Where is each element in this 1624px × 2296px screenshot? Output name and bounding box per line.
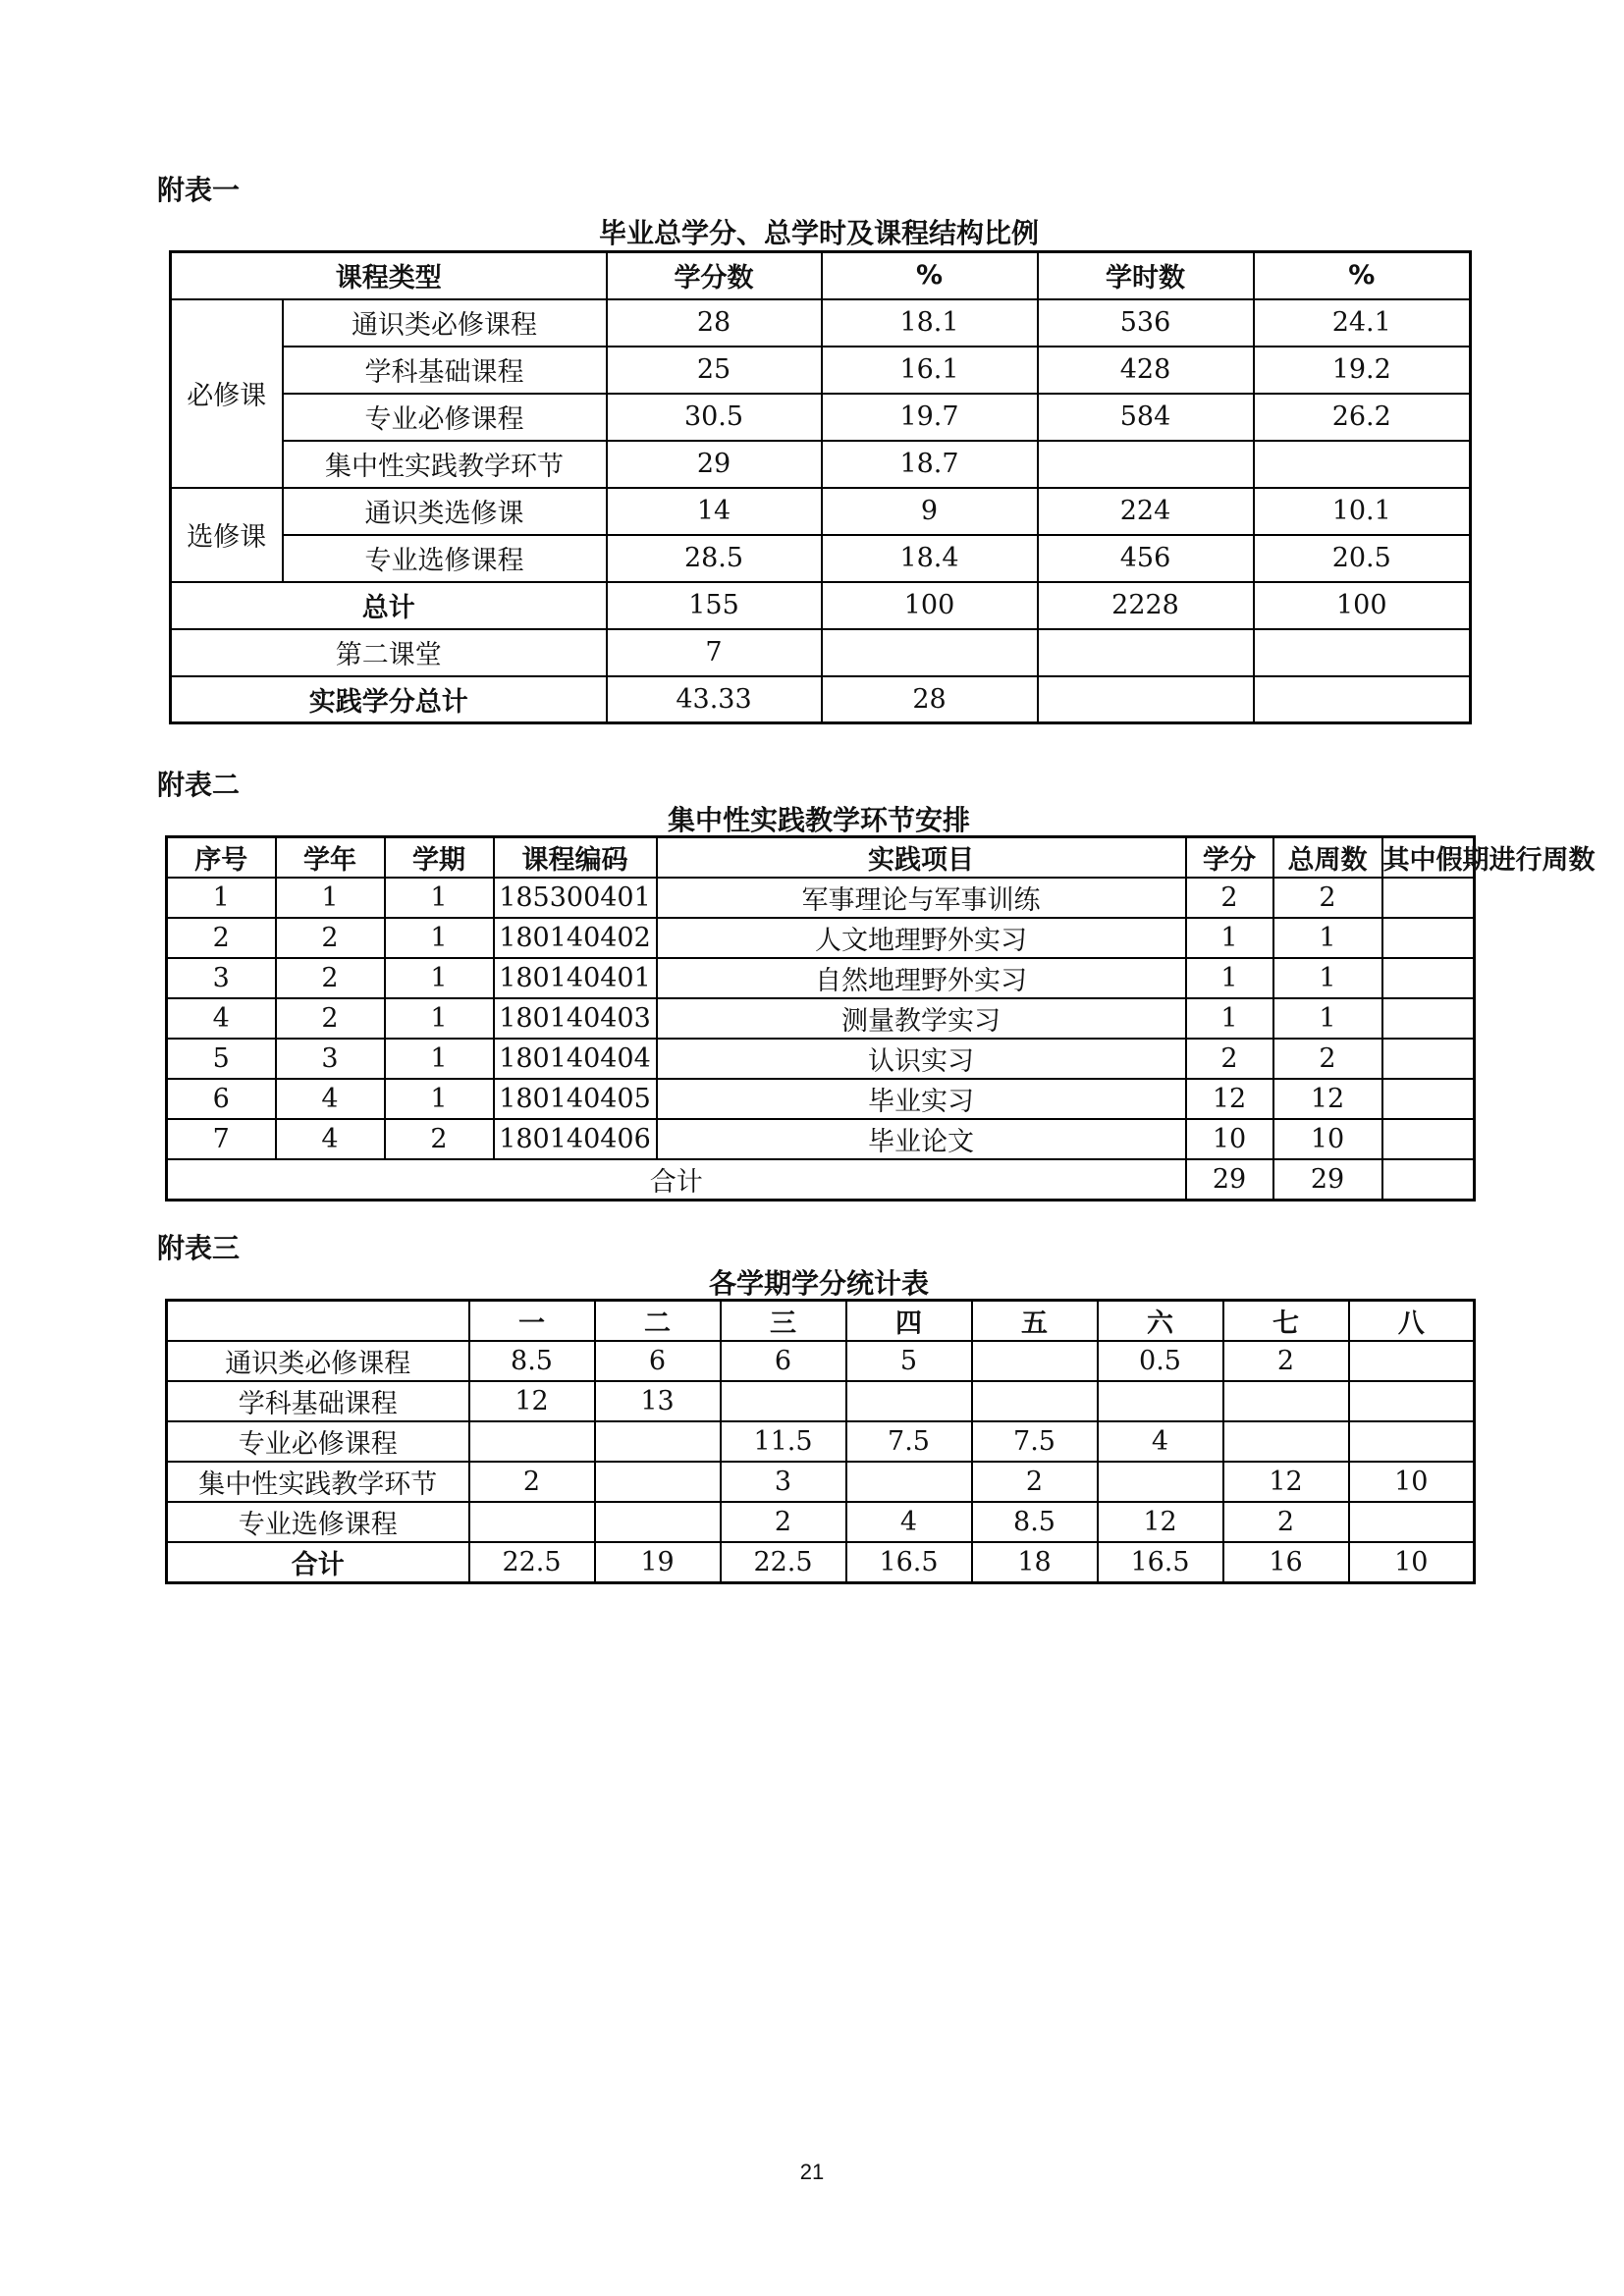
t3-total-value: 16.5 — [846, 1542, 972, 1583]
t2-term: 1 — [385, 918, 494, 958]
t1-credit-pct: 18.1 — [822, 299, 1038, 347]
t2-year: 4 — [276, 1119, 385, 1159]
t3-value — [595, 1421, 721, 1462]
t2-no: 4 — [167, 998, 276, 1039]
t3-value — [1098, 1462, 1223, 1502]
t3-value — [1223, 1381, 1349, 1421]
t1-hours — [1038, 441, 1254, 488]
table-row — [171, 394, 1471, 441]
t3-value — [846, 1462, 972, 1502]
empty-cell — [1254, 676, 1471, 723]
table1-title: 毕业总学分、总学时及课程结构比例 — [598, 217, 1039, 249]
table-row — [171, 535, 1471, 582]
t2-item: 人文地理野外实习 — [657, 918, 1186, 958]
table1-header-row — [171, 252, 1471, 299]
empty-cell — [167, 1301, 469, 1342]
t2-year: 2 — [276, 998, 385, 1039]
t1-credits: 28 — [607, 299, 822, 347]
table-row — [171, 441, 1471, 488]
t1-type: 通识类选修课 — [283, 488, 607, 535]
table-row — [167, 918, 1475, 958]
t3-value: 2 — [972, 1462, 1098, 1502]
t2-code: 185300401 — [494, 878, 657, 918]
t2-year: 3 — [276, 1039, 385, 1079]
t2-holiday — [1382, 958, 1475, 998]
t3-term-5: 五 — [972, 1301, 1098, 1342]
table-row — [167, 1079, 1475, 1119]
t1-credits: 29 — [607, 441, 822, 488]
t1-credits: 14 — [607, 488, 822, 535]
t3-value — [972, 1381, 1098, 1421]
t3-term-7: 七 — [1223, 1301, 1349, 1342]
t1-total-label: 总计 — [171, 582, 607, 629]
t1-group-required: 必修课 — [171, 299, 283, 488]
t1-credit-pct: 16.1 — [822, 347, 1038, 394]
t1-credit-pct: 9 — [822, 488, 1038, 535]
t2-holiday — [1382, 1079, 1475, 1119]
t2-total-label: 合计 — [167, 1159, 1186, 1201]
t3-value: 11.5 — [721, 1421, 846, 1462]
t3-value — [1349, 1381, 1475, 1421]
t1-total-hours: 2228 — [1038, 582, 1254, 629]
t3-value: 2 — [469, 1462, 595, 1502]
t3-value: 4 — [1098, 1421, 1223, 1462]
t2-header-term: 学期 — [385, 837, 494, 879]
empty-cell — [822, 629, 1038, 676]
t1-type: 学科基础课程 — [283, 347, 607, 394]
t2-credits: 1 — [1186, 958, 1273, 998]
table-row — [167, 1462, 1475, 1502]
t1-total-credit-pct: 100 — [822, 582, 1038, 629]
t1-hour-pct: 19.2 — [1254, 347, 1471, 394]
t3-value: 10 — [1349, 1462, 1475, 1502]
t3-row-name: 学科基础课程 — [167, 1381, 469, 1421]
t2-no: 7 — [167, 1119, 276, 1159]
t2-no: 1 — [167, 878, 276, 918]
t1-practice-credits: 43.33 — [607, 676, 822, 723]
t2-item: 认识实习 — [657, 1039, 1186, 1079]
t3-term-4: 四 — [846, 1301, 972, 1342]
t3-total-value: 16 — [1223, 1542, 1349, 1583]
t1-practice-label: 实践学分总计 — [171, 676, 607, 723]
t3-value: 12 — [1098, 1502, 1223, 1542]
t2-code: 180140403 — [494, 998, 657, 1039]
t2-no: 2 — [167, 918, 276, 958]
table3-label: 附表三 — [157, 1232, 241, 1264]
t3-term-3: 三 — [721, 1301, 846, 1342]
t2-credits: 2 — [1186, 1039, 1273, 1079]
t3-total-value: 19 — [595, 1542, 721, 1583]
table-row — [167, 1421, 1475, 1462]
t3-value — [721, 1381, 846, 1421]
t3-total-label: 合计 — [167, 1542, 469, 1583]
t3-value — [846, 1381, 972, 1421]
table-row — [167, 998, 1475, 1039]
t3-value: 2 — [1223, 1502, 1349, 1542]
t3-value — [1349, 1502, 1475, 1542]
t2-credits: 12 — [1186, 1079, 1273, 1119]
t2-holiday — [1382, 918, 1475, 958]
t1-hour-pct: 20.5 — [1254, 535, 1471, 582]
t2-term: 2 — [385, 1119, 494, 1159]
table-row — [167, 1341, 1475, 1381]
t3-total-value: 16.5 — [1098, 1542, 1223, 1583]
table1-total-row — [171, 582, 1471, 629]
t2-item: 毕业实习 — [657, 1079, 1186, 1119]
t2-credits: 1 — [1186, 918, 1273, 958]
table-row — [167, 1119, 1475, 1159]
t2-code: 180140406 — [494, 1119, 657, 1159]
t3-value — [1098, 1381, 1223, 1421]
t2-item: 军事理论与军事训练 — [657, 878, 1186, 918]
t1-credits: 25 — [607, 347, 822, 394]
t2-holiday — [1382, 878, 1475, 918]
table3 — [165, 1299, 1476, 1584]
t3-value: 0.5 — [1098, 1341, 1223, 1381]
t2-item: 自然地理野外实习 — [657, 958, 1186, 998]
table-row — [167, 1381, 1475, 1421]
t1-hour-pct: 10.1 — [1254, 488, 1471, 535]
t2-total-holiday — [1382, 1159, 1475, 1201]
t3-term-6: 六 — [1098, 1301, 1223, 1342]
t3-value — [1349, 1421, 1475, 1462]
t1-type: 专业选修课程 — [283, 535, 607, 582]
t2-weeks: 1 — [1273, 958, 1382, 998]
t3-total-value: 18 — [972, 1542, 1098, 1583]
t2-term: 1 — [385, 1039, 494, 1079]
t2-no: 5 — [167, 1039, 276, 1079]
t1-hours: 536 — [1038, 299, 1254, 347]
t2-header-credits: 学分 — [1186, 837, 1273, 879]
t1-credit-pct: 18.7 — [822, 441, 1038, 488]
t3-value: 7.5 — [846, 1421, 972, 1462]
t1-second-label: 第二课堂 — [171, 629, 607, 676]
t2-weeks: 1 — [1273, 918, 1382, 958]
t2-term: 1 — [385, 1079, 494, 1119]
t1-group-elective: 选修课 — [171, 488, 283, 582]
t2-year: 1 — [276, 878, 385, 918]
table-row — [167, 1039, 1475, 1079]
t1-header-hours: 学时数 — [1038, 252, 1254, 299]
t3-value — [595, 1462, 721, 1502]
t3-value: 5 — [846, 1341, 972, 1381]
table3-header-row — [167, 1301, 1475, 1342]
t1-hours: 224 — [1038, 488, 1254, 535]
t2-term: 1 — [385, 958, 494, 998]
t3-value: 8.5 — [469, 1341, 595, 1381]
t2-total-weeks: 29 — [1273, 1159, 1382, 1201]
t1-credit-pct: 18.4 — [822, 535, 1038, 582]
t2-code: 180140401 — [494, 958, 657, 998]
t3-value: 12 — [469, 1381, 595, 1421]
table3-title: 各学期学分统计表 — [708, 1267, 929, 1300]
t2-term: 1 — [385, 878, 494, 918]
t2-weeks: 2 — [1273, 1039, 1382, 1079]
page-number: 21 — [799, 2160, 825, 2184]
t3-total-value: 22.5 — [721, 1542, 846, 1583]
t1-hour-pct: 26.2 — [1254, 394, 1471, 441]
table-row — [167, 1502, 1475, 1542]
t1-header-hour-pct: % — [1254, 252, 1471, 299]
t2-year: 2 — [276, 918, 385, 958]
t1-hour-pct — [1254, 441, 1471, 488]
t1-hour-pct: 24.1 — [1254, 299, 1471, 347]
t1-total-credits: 155 — [607, 582, 822, 629]
t2-weeks: 10 — [1273, 1119, 1382, 1159]
t2-code: 180140402 — [494, 918, 657, 958]
t2-weeks: 12 — [1273, 1079, 1382, 1119]
table-row — [171, 347, 1471, 394]
t1-credits: 30.5 — [607, 394, 822, 441]
t2-no: 3 — [167, 958, 276, 998]
t3-total-value: 10 — [1349, 1542, 1475, 1583]
table2 — [165, 835, 1596, 1201]
t1-type: 集中性实践教学环节 — [283, 441, 607, 488]
t1-type: 通识类必修课程 — [283, 299, 607, 347]
t3-row-name: 集中性实践教学环节 — [167, 1462, 469, 1502]
t2-code: 180140404 — [494, 1039, 657, 1079]
t2-holiday — [1382, 1039, 1475, 1079]
empty-cell — [1038, 629, 1254, 676]
empty-cell — [1254, 629, 1471, 676]
t3-value: 12 — [1223, 1462, 1349, 1502]
t3-total-value: 22.5 — [469, 1542, 595, 1583]
t2-header-weeks: 总周数 — [1273, 837, 1382, 879]
t1-header-credits: 学分数 — [607, 252, 822, 299]
t1-header-credit-pct: % — [822, 252, 1038, 299]
t2-header-year: 学年 — [276, 837, 385, 879]
t3-value: 8.5 — [972, 1502, 1098, 1542]
t1-hours: 428 — [1038, 347, 1254, 394]
t1-credit-pct: 19.7 — [822, 394, 1038, 441]
table2-title: 集中性实践教学环节安排 — [667, 804, 970, 836]
t2-term: 1 — [385, 998, 494, 1039]
t2-total-credits: 29 — [1186, 1159, 1273, 1201]
t1-type: 专业必修课程 — [283, 394, 607, 441]
table1 — [169, 250, 1472, 724]
table-row — [171, 299, 1471, 347]
t2-header-code: 课程编码 — [494, 837, 657, 879]
table1-second-classroom-row — [171, 629, 1471, 676]
t2-header-no: 序号 — [167, 837, 276, 879]
t2-credits: 10 — [1186, 1119, 1273, 1159]
t3-value — [972, 1341, 1098, 1381]
table1-label: 附表一 — [157, 174, 241, 206]
t1-credits: 28.5 — [607, 535, 822, 582]
t2-credits: 1 — [1186, 998, 1273, 1039]
t2-header-item: 实践项目 — [657, 837, 1186, 879]
t2-header-holiday: 其中假期进行周数 — [1382, 837, 1475, 879]
t3-row-name: 通识类必修课程 — [167, 1341, 469, 1381]
t3-value — [595, 1502, 721, 1542]
empty-cell — [1038, 676, 1254, 723]
t3-value: 3 — [721, 1462, 846, 1502]
t2-weeks: 1 — [1273, 998, 1382, 1039]
t3-value — [1223, 1421, 1349, 1462]
t2-holiday — [1382, 998, 1475, 1039]
t3-value: 13 — [595, 1381, 721, 1421]
t3-value: 6 — [721, 1341, 846, 1381]
t2-item: 毕业论文 — [657, 1119, 1186, 1159]
t2-holiday — [1382, 1119, 1475, 1159]
t1-practice-credit-pct: 28 — [822, 676, 1038, 723]
t3-value: 6 — [595, 1341, 721, 1381]
t3-term-8: 八 — [1349, 1301, 1475, 1342]
t2-year: 4 — [276, 1079, 385, 1119]
t3-value — [469, 1421, 595, 1462]
table-row — [167, 958, 1475, 998]
t1-hours: 456 — [1038, 535, 1254, 582]
t1-hours: 584 — [1038, 394, 1254, 441]
t3-row-name: 专业必修课程 — [167, 1421, 469, 1462]
t1-header-type: 课程类型 — [171, 252, 607, 299]
t2-item: 测量教学实习 — [657, 998, 1186, 1039]
t2-weeks: 2 — [1273, 878, 1382, 918]
t3-value — [1349, 1341, 1475, 1381]
t3-term-1: 一 — [469, 1301, 595, 1342]
table3-total-row — [167, 1542, 1475, 1583]
table2-header-row — [167, 837, 1475, 879]
t1-second-credits: 7 — [607, 629, 822, 676]
t3-term-2: 二 — [595, 1301, 721, 1342]
t3-value: 4 — [846, 1502, 972, 1542]
t2-credits: 2 — [1186, 878, 1273, 918]
table1-practice-row — [171, 676, 1471, 723]
t2-year: 2 — [276, 958, 385, 998]
t3-value: 7.5 — [972, 1421, 1098, 1462]
t3-row-name: 专业选修课程 — [167, 1502, 469, 1542]
t1-total-hour-pct: 100 — [1254, 582, 1471, 629]
table2-label: 附表二 — [157, 769, 241, 801]
t2-code: 180140405 — [494, 1079, 657, 1119]
t3-value: 2 — [721, 1502, 846, 1542]
table-row — [171, 488, 1471, 535]
table2-total-row — [167, 1159, 1475, 1201]
t3-value — [469, 1502, 595, 1542]
table-row — [167, 878, 1475, 918]
t3-value: 2 — [1223, 1341, 1349, 1381]
t2-no: 6 — [167, 1079, 276, 1119]
